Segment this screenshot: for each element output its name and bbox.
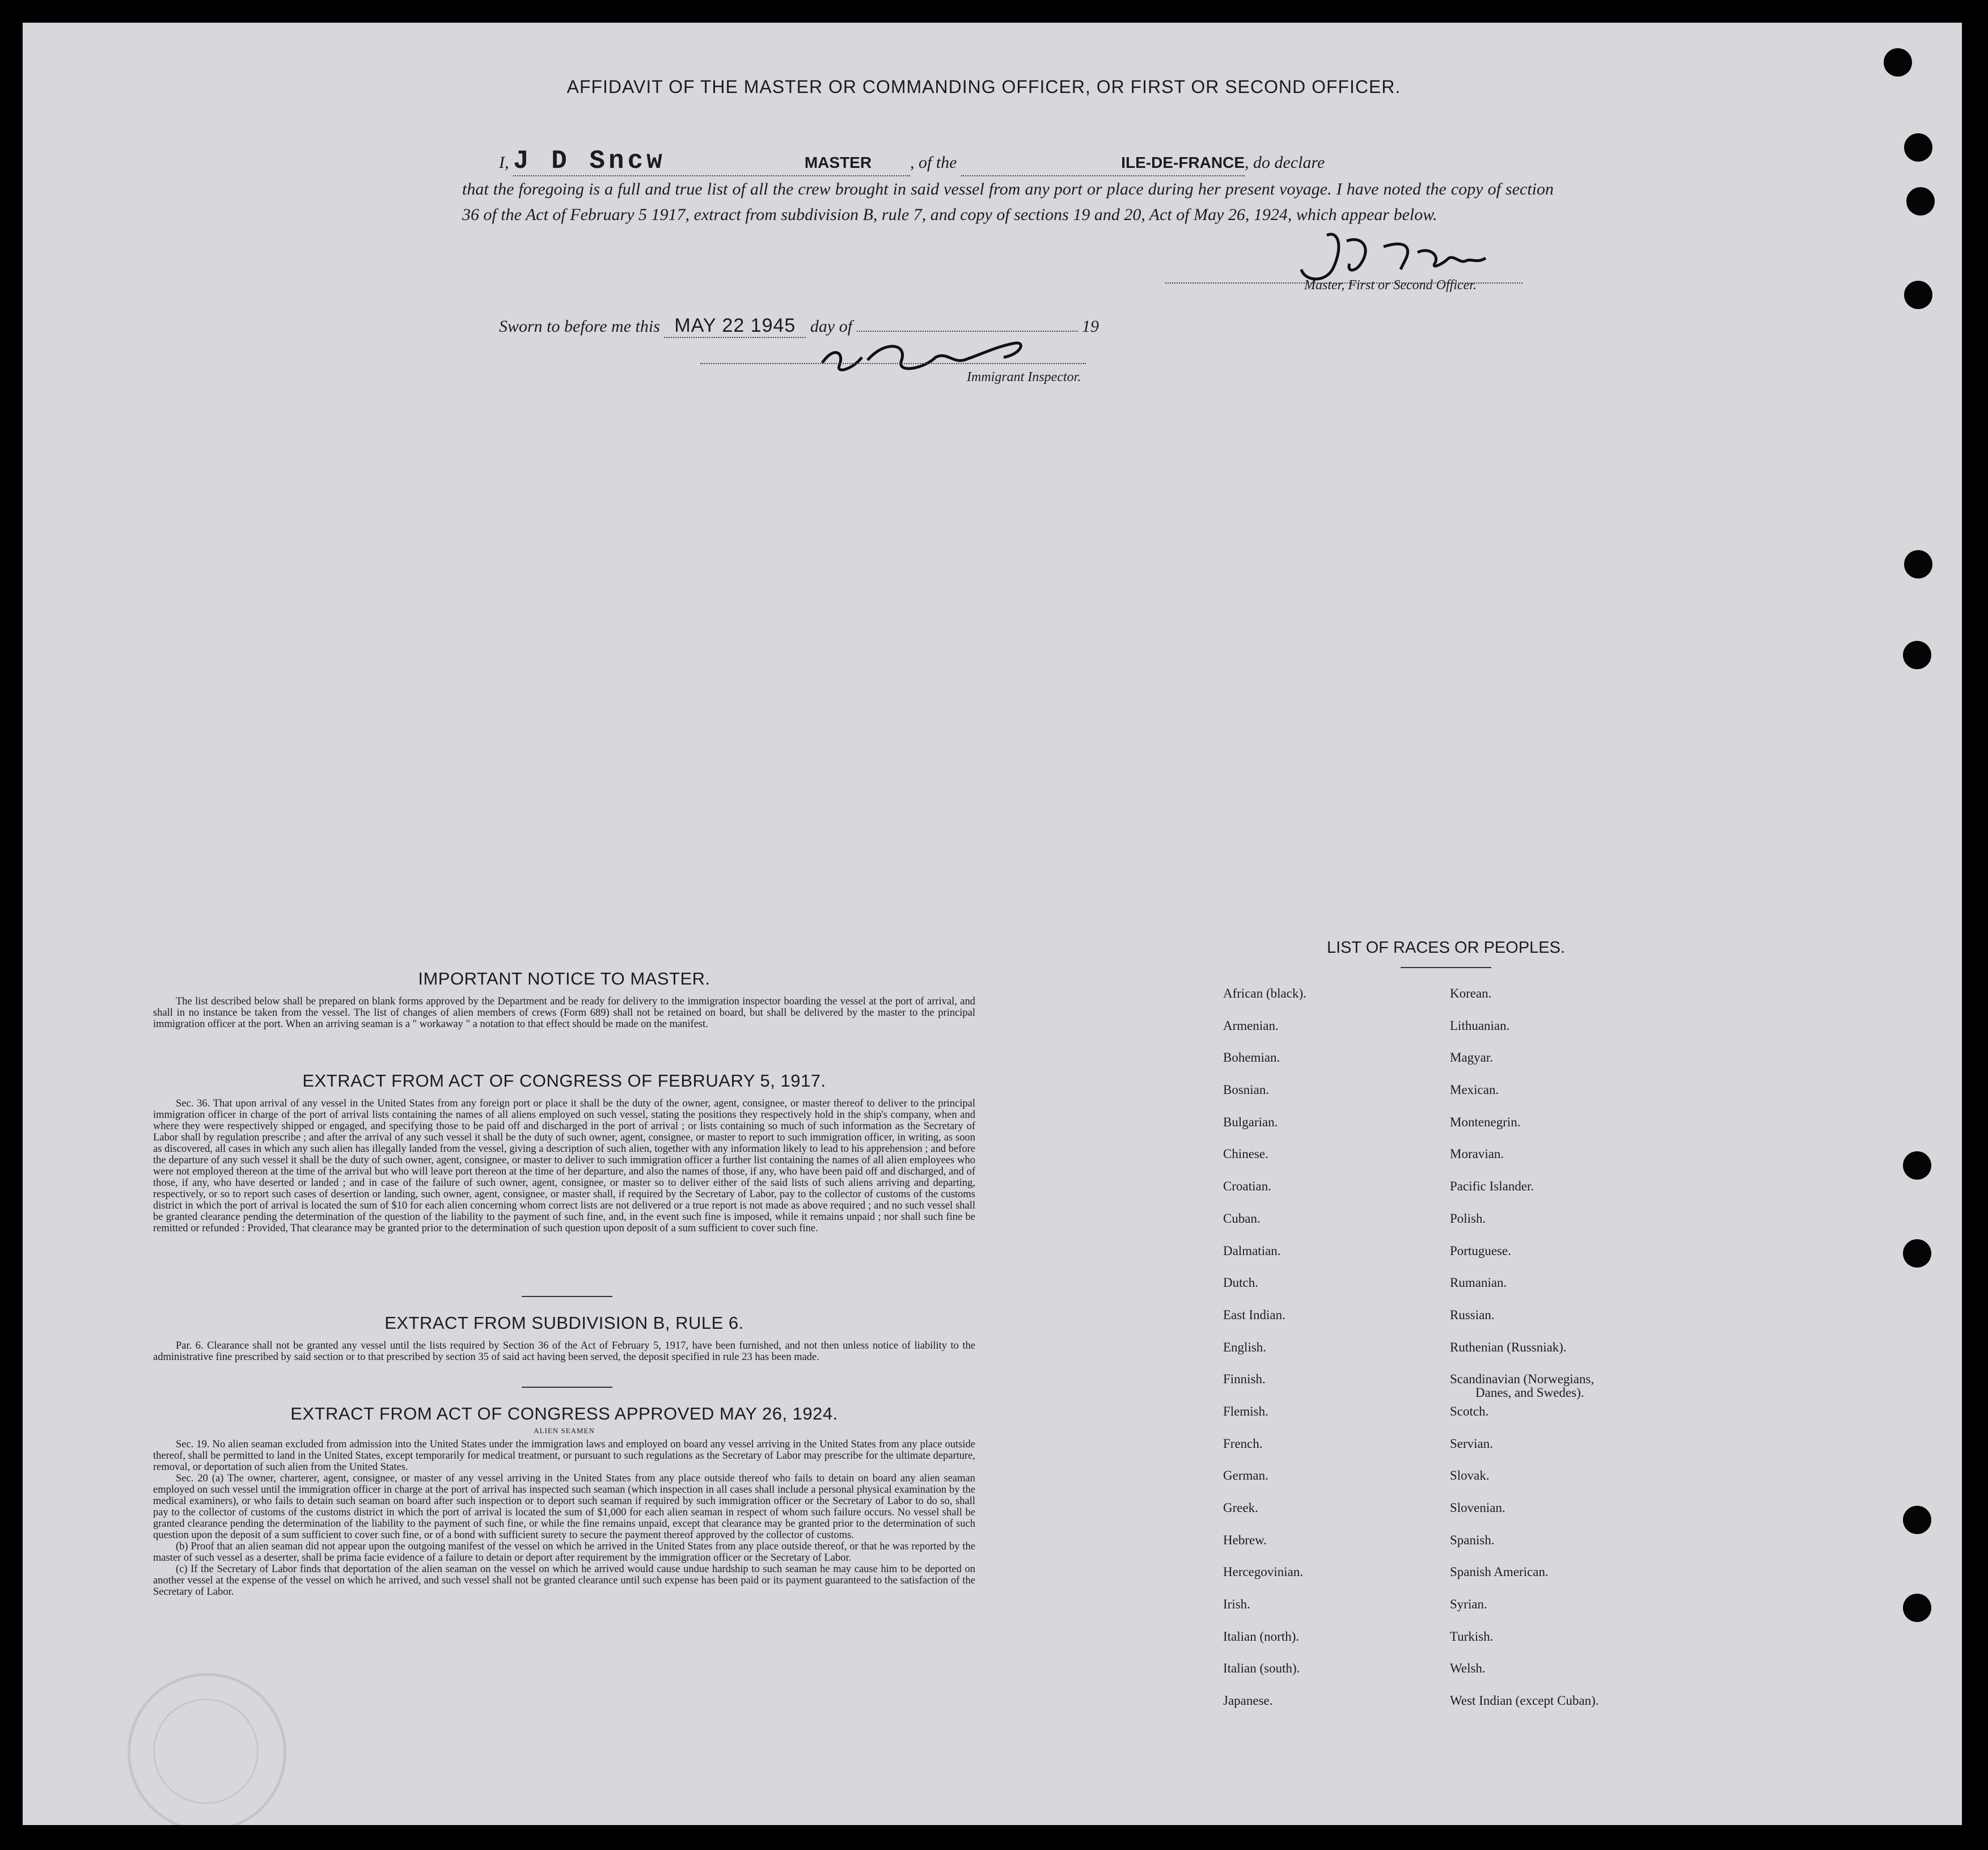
- race-item: Cuban.: [1223, 1211, 1261, 1226]
- race-item: Slovenian.: [1450, 1501, 1505, 1515]
- divider: [1401, 967, 1491, 968]
- race-item: Italian (south).: [1223, 1661, 1300, 1676]
- race-item: Ruthenian (Russniak).: [1450, 1340, 1567, 1354]
- race-item: [1450, 1372, 1599, 1405]
- race-item: African (black).: [1223, 986, 1306, 1000]
- race-item: Portuguese.: [1450, 1243, 1511, 1258]
- notice-section: [153, 969, 975, 1030]
- vessel-field: [961, 150, 1245, 176]
- extract-1917-text: Sec. 36. That upon arrival of any vessel in the United States from any foreign port or place it shall be the duty of the owner, agent, consignee, or master thereof to deliver to the principal immigration officer in charge of the port of arrival lists containing the names of all aliens employed on such vessel, stating the positions they respectively hold in the ship's company, when and where they were respectively shipped or engaged, and specifying those to be paid off and discharged in the port of arrival ; or lists containing so much of such information as the Secretary of Labor shall by regulation prescribe ; and after the arrival of any such vessel it shall be the duty of such owner, agent, consignee, or master to report to such immigration officer, in writing, as soon as discovered, all cases in which any such alien has illegally landed from the vessel, giving a description of such alien, together with any information likely to lead to his apprehension ; and before the departure of any such vessel it shall be the duty of such owner, agent, consignee, or master to deliver to such immigration officer a further list containing the names of all alien employees who were not employed thereon at the time of the arrival but who will leave port thereon at the time of her departure, and also the names of those, if any, who have been paid off and discharged, and of those, if any, who have deserted or landed ; and in case of the failure of such owner, agent, consignee, or master so to deliver either of the said lists of such aliens arriving and departing, respectively, or so to report such cases of desertion or landing, such owner, agent, consignee, or master shall, if required by the Secretary of Labor, pay to the collector of customs of the customs district in which the port of arrival is located the sum of $10 for each alien concerning whom correct lists are not delivered or a true report is not made as above required ; and no such vessel shall be granted clearance pending the determination of the question of the liability to the payment of such fine, and, in the event such fine is imposed, while it remains unpaid ; nor shall such fine be remitted or refunded : Provided, That clearance may be granted prior to the determination of such question upon deposit of a sum sufficient to cover such fine.: [153, 1098, 975, 1234]
- race-item: West Indian (except Cuban).: [1450, 1693, 1599, 1708]
- inspector-line: [700, 363, 1086, 364]
- punch-hole: [1903, 1151, 1931, 1180]
- manifest-page: [23, 23, 1962, 1825]
- sec-20b-text: (b) Proof that an alien seaman did not appear upon the outgoing manifest of the vessel on which he arrived in the United States from any place outside thereof, or that he was reported by the master of such vessel as a deserter, shall be prima facie evidence of a failure to detain or deport after requirement by the immigration officer or the Secretary of Labor.: [153, 1541, 975, 1564]
- of-the-text: , of the: [910, 153, 957, 172]
- race-item: East Indian.: [1223, 1307, 1285, 1322]
- race-item: Bohemian.: [1223, 1050, 1280, 1065]
- sec-20a-text: Sec. 20 (a) The owner, charterer, agent, consignee, or master of any vessel arriving in the United States from any place outside thereof who fails to detain on board any alien seaman employed on such vessel until the immigration officer in charge at the port of arrival has inspected such seaman (which inspection in all cases shall include a personal physical examination by the medical examiners), or who fails to detain such seaman on board after such inspection or to deport such seaman if required by such immigration officer or the Secretary of Labor to do so, shall pay to the collector of customs of the customs district in which the port of arrival is located the sum of $1,000 for each alien seaman in respect of whom such failure occurs. No vessel shall be granted clearance pending the determination of the liability to the payment of such fine, or while the fine remains unpaid, except that clearance may be granted prior to the determination of such question upon the deposit of a sum sufficient to cover such fine, or of a bond with sufficient surety to secure the payment thereof approved by the collector of customs.: [153, 1473, 975, 1541]
- affidavit-title: AFFIDAVIT OF THE MASTER OR COMMANDING OFFICER, OR FIRST OR SECOND OFFICER.: [566, 77, 1401, 97]
- race-item: French.: [1223, 1436, 1263, 1451]
- races-column-1: [1223, 987, 1306, 1726]
- master-name-field: [513, 146, 910, 176]
- rank: MASTER: [804, 154, 872, 171]
- seal-inner-ring: [153, 1699, 259, 1804]
- race-item: Hebrew.: [1223, 1532, 1267, 1547]
- extract-1924-title: EXTRACT FROM ACT OF CONGRESS APPROVED MAY 26, 1924.: [290, 1404, 838, 1424]
- race-item: Montenegrin.: [1450, 1114, 1521, 1129]
- race-item: Dutch.: [1223, 1275, 1258, 1290]
- race-item-line2: Danes, and Swedes).: [1475, 1386, 1584, 1400]
- race-item: Magyar.: [1450, 1050, 1494, 1065]
- race-item: Welsh.: [1450, 1661, 1486, 1676]
- race-item: Moravian.: [1450, 1147, 1504, 1161]
- sec-19-text: Sec. 19. No alien seaman excluded from admission into the United States under the immigration laws and employed on board any vessel arriving in the United States from any place outside thereof, shall be permitted to land in the United States, except temporarily for medical treatment, or pursuant to such regulations as the Secretary of Labor may prescribe for the ultimate departure, removal, or deportation of such alien from the United States.: [153, 1439, 975, 1473]
- punch-hole: [1904, 550, 1932, 578]
- race-item: Finnish.: [1223, 1372, 1266, 1387]
- race-item: Slovak.: [1450, 1468, 1490, 1483]
- race-item: Italian (north).: [1223, 1629, 1300, 1644]
- race-item: Lithuanian.: [1450, 1018, 1510, 1033]
- race-item: Korean.: [1450, 986, 1492, 1000]
- race-item: Chinese.: [1223, 1147, 1268, 1161]
- race-item: Syrian.: [1450, 1597, 1487, 1612]
- notice-text: The list described below shall be prepared on blank forms approved by the Department and be ready for delivery to the immigration inspector boarding the vessel at the port of arrival, and shall in no instance be taken from the vessel. The list of changes of alien members of crews (Form 689) shall not be retained on board, but shall be delivered by the master to the principal immigration officer at the port. When an arriving seaman is a " workaway " a notation to that effect should be made on the manifest.: [153, 996, 975, 1030]
- race-item: Russian.: [1450, 1307, 1495, 1322]
- race-item-line1: Scandinavian (Norwegians,: [1450, 1372, 1594, 1387]
- affidavit-block: [442, 146, 1554, 227]
- punch-hole: [1903, 641, 1931, 669]
- master-signature: [1293, 224, 1531, 286]
- punch-hole: [1904, 133, 1932, 162]
- extract-1924-section: [153, 1404, 975, 1598]
- divider: [522, 1387, 612, 1388]
- sworn-date-field: [664, 315, 806, 338]
- punch-hole: [1884, 48, 1912, 77]
- punch-hole: [1904, 281, 1932, 309]
- race-item: Japanese.: [1223, 1693, 1273, 1708]
- race-item: Bosnian.: [1223, 1083, 1270, 1097]
- race-item: Pacific Islander.: [1450, 1179, 1534, 1194]
- subdivision-b-section: [153, 1313, 975, 1363]
- punch-hole: [1906, 187, 1935, 216]
- race-item: Spanish.: [1450, 1532, 1495, 1547]
- race-item: Rumanian.: [1450, 1275, 1507, 1290]
- extract-1917-title: EXTRACT FROM ACT OF CONGRESS OF FEBRUARY 5, 1917.: [302, 1071, 826, 1091]
- race-item: Croatian.: [1223, 1179, 1271, 1194]
- race-item: Servian.: [1450, 1436, 1494, 1451]
- declare-text: , do declare: [1245, 153, 1325, 172]
- race-item: English.: [1223, 1340, 1267, 1354]
- embossed-seal: [128, 1673, 286, 1825]
- extract-1924-subtitle: ALIEN SEAMEN: [534, 1426, 595, 1435]
- race-item: Irish.: [1223, 1597, 1250, 1612]
- sworn-date: MAY 22 1945: [674, 315, 796, 336]
- punch-hole: [1903, 1239, 1931, 1268]
- race-item: Dalmatian.: [1223, 1243, 1281, 1258]
- punch-hole: [1903, 1506, 1931, 1534]
- race-item: Polish.: [1450, 1211, 1486, 1226]
- race-item: Scotch.: [1450, 1404, 1489, 1418]
- races-title: LIST OF RACES OR PEOPLES.: [1326, 939, 1566, 957]
- subdivision-b-text: Par. 6. Clearance shall not be granted any vessel until the lists required by Section 36 of the Act of February 5, 1917, have been furnished, and not then unless notice of liability to the administrative fine prescribed by said section or to that prescribed by section 35 of said act having been served, the deposit specified in rule 23 has been made.: [153, 1340, 975, 1363]
- year-prefix: 19: [1082, 317, 1099, 336]
- races-column-2: [1450, 987, 1599, 1726]
- affidavit-i: I,: [499, 153, 509, 172]
- vessel-name: ILE-DE-FRANCE: [1121, 154, 1245, 171]
- divider: [522, 1296, 612, 1297]
- signature-label: Master, First or Second Officer.: [1304, 278, 1477, 293]
- sworn-prefix: Sworn to before me this: [499, 317, 660, 336]
- inspector-label: Immigrant Inspector.: [967, 370, 1081, 385]
- race-item: Hercegovinian.: [1223, 1565, 1304, 1579]
- race-item: Turkish.: [1450, 1629, 1494, 1644]
- subdivision-b-title: EXTRACT FROM SUBDIVISION B, RULE 6.: [384, 1313, 744, 1333]
- extract-1917-section: [153, 1071, 975, 1234]
- day-of: day of: [810, 317, 853, 336]
- master-name: J D Sncw: [513, 146, 666, 176]
- sec-20c-text: (c) If the Secretary of Labor finds that deportation of the alien seaman on the vessel on which he arrived would cause undue hardship to such seaman he may cause him to be deported on another vessel at the expense of the vessel on which he arrived, and such vessel shall not be granted clearance until such expense has been paid or its payment guaranteed to the satisfaction of the Secretary of Labor.: [153, 1564, 975, 1598]
- race-item: Spanish American.: [1450, 1565, 1549, 1579]
- punch-hole: [1903, 1594, 1931, 1622]
- race-item: Armenian.: [1223, 1018, 1279, 1033]
- race-item: German.: [1223, 1468, 1268, 1483]
- race-item: Greek.: [1223, 1501, 1258, 1515]
- affidavit-body: that the foregoing is a full and true list of all the crew brought in said vessel from any port or place during her present voyage. I have noted the copy of section 36 of the Act of February 5 1917, extract from subdivision B, rule 7, and copy of sections 19 and 20, Act of May 26, 1924, which appear below.: [462, 180, 1554, 224]
- race-item: Flemish.: [1223, 1404, 1268, 1418]
- race-item: Mexican.: [1450, 1083, 1499, 1097]
- race-item: Bulgarian.: [1223, 1114, 1278, 1129]
- notice-title: IMPORTANT NOTICE TO MASTER.: [418, 969, 710, 989]
